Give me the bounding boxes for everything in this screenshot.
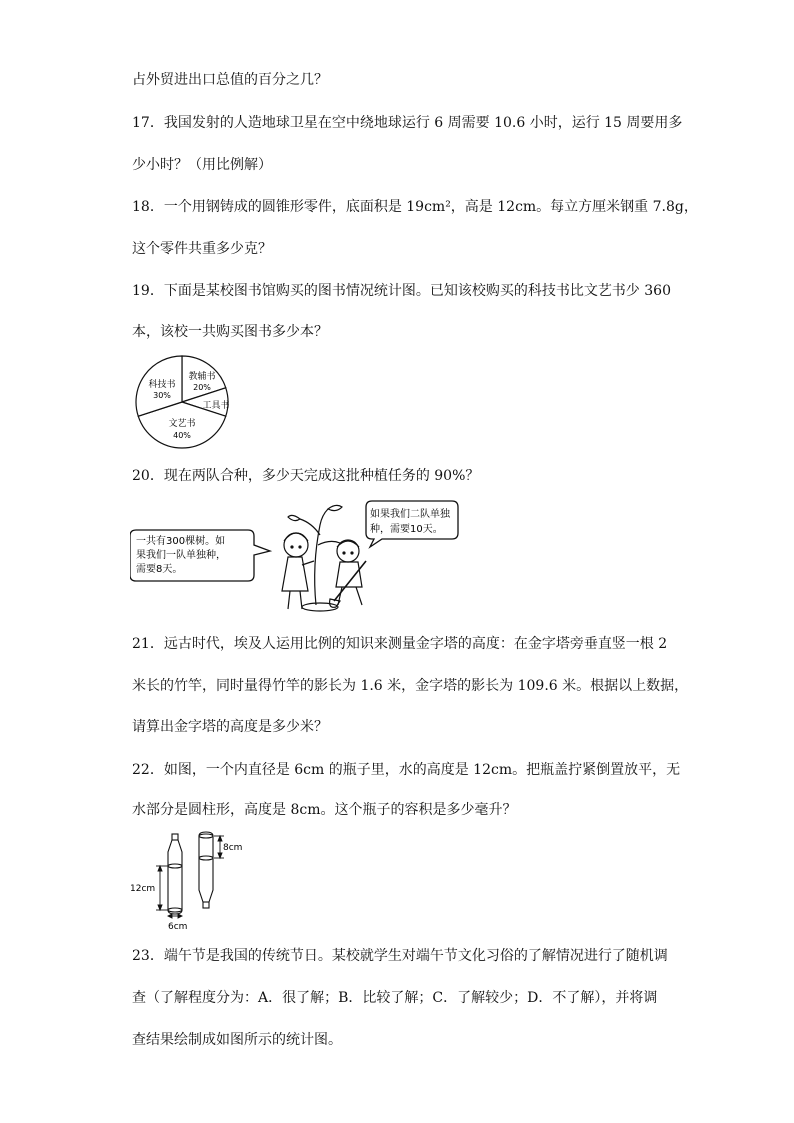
speech-left-line: 果我们一队单独种， [136, 550, 226, 561]
text-line: 少小时？（用比例解） [132, 157, 272, 173]
speech-left-line: 需要8天。 [136, 564, 183, 575]
planting-illustration [130, 495, 490, 615]
pie-label-jiaofu: 教辅书 [188, 372, 216, 382]
text-line: 水部分是圆柱形，高度是 8cm。这个瓶子的容积是多少毫升？ [132, 802, 517, 818]
height-dimension [156, 866, 168, 910]
text-line: 本，该校一共购买图书多少本？ [132, 324, 328, 340]
speech-left-line: 一共有300棵树。如 [136, 536, 226, 547]
pie-pct-wenyi: 40% [173, 431, 191, 440]
text-line: 查（了解程度分为：A．很了解；B．比较了解；C．了解较少；D．不了解），并将调 [132, 990, 658, 1006]
text-line: 17．我国发射的人造地球卫星在空中绕地球运行 6 周需要 10.6 小时，运行 15 周要用多 [132, 115, 683, 131]
pie-pct-keji: 30% [153, 391, 171, 400]
text-line: 20．现在两队合种，多少天完成这批种植任务的 90%？ [132, 468, 480, 484]
bottle-upright [168, 834, 182, 914]
text-line: 占外贸进出口总值的百分之几？ [132, 72, 328, 88]
boy-icon [330, 540, 366, 607]
girl-icon [282, 533, 314, 609]
text-line: 18．一个用钢铸成的圆锥形零件，底面积是 19cm²，高是 12cm。每立方厘米钢重 7.8g， [132, 199, 698, 215]
pie-label-wenyi: 文艺书 [168, 419, 196, 429]
text-line: 查结果绘制成如图所示的统计图。 [132, 1032, 342, 1048]
text-line: 22．如图，一个内直径是 6cm 的瓶子里，水的高度是 12cm。把瓶盖拧紧倒置放平，无 [132, 762, 681, 778]
speech-right-line: 种，需要10天。 [370, 524, 443, 535]
pie-label-keji: 科技书 [148, 380, 176, 390]
speech-right-line: 如果我们二队单独 [370, 509, 450, 520]
text-line: 21．远古时代，埃及人运用比例的知识来测量金字塔的高度：在金字塔旁垂直竖一根 2 [132, 636, 668, 652]
pie-label-gongju: 工具书 [202, 401, 230, 411]
text-line: 请算出金字塔的高度是多少米？ [132, 719, 328, 735]
text-line: 23．端午节是我国的传统节日。某校就学生对端午节文化习俗的了解情况进行了随机调 [132, 948, 668, 964]
text-line: 19．下面是某校图书馆购买的图书情况统计图。已知该校购买的科技书比文艺书少 360 [132, 283, 671, 299]
pie-chart [130, 352, 240, 452]
diameter-dimension [168, 914, 182, 918]
diameter-label: 6cm [168, 922, 188, 932]
bottle-diagram [130, 830, 250, 932]
sapling-icon [288, 505, 342, 611]
gap-label: 8cm [223, 843, 243, 853]
text-line: 米长的竹竿，同时量得竹竿的影长为 1.6 米，金字塔的影长为 109.6 米。根据以上数据， [132, 678, 689, 694]
pie-pct-jiaofu: 20% [193, 383, 211, 392]
bottle-inverted [199, 832, 213, 908]
text-line: 这个零件共重多少克？ [132, 241, 272, 257]
height-label: 12cm [130, 884, 156, 894]
